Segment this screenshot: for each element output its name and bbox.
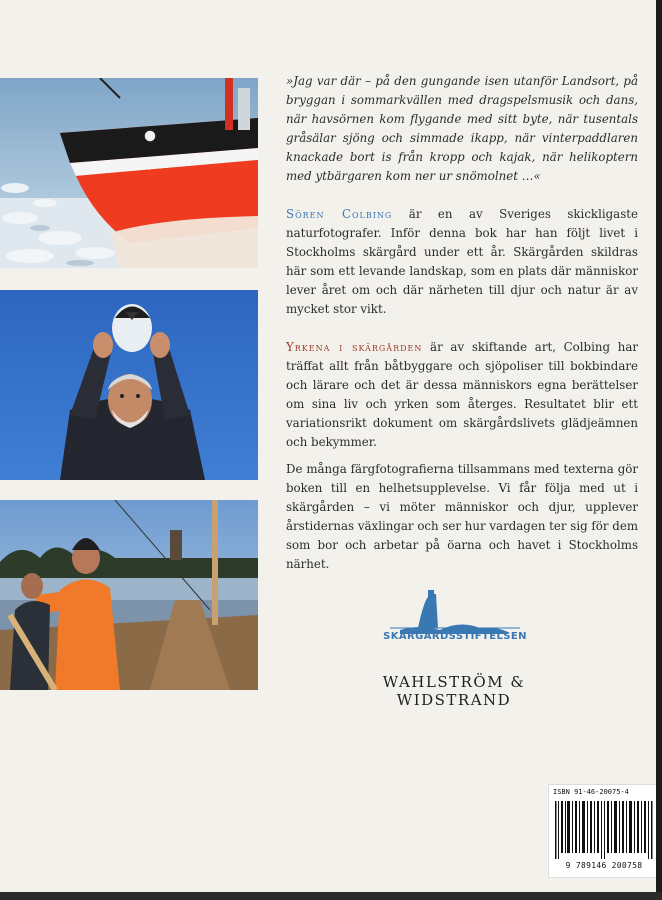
barcode-label	[548, 784, 660, 878]
lead-photographer-name: Sören Colbing	[286, 207, 393, 221]
paragraph-text: är av skiftande art, Colbing har träffat allt från båtbyggare och sjöpoliser till bokbindare och lärare och det är dessa människors egna berättelser om sina liv och yrken som återges. Resultatet blir ett variationsrikt dokument om skärgårdslivets glädjeämnen och bekymmer.	[286, 340, 638, 449]
photo-boat-people	[0, 500, 258, 690]
paragraph-professions	[286, 338, 638, 452]
ean-number: 9 789146 200758	[565, 861, 643, 870]
lead-professions: Yrkena i skärgården	[286, 340, 423, 354]
cover-edge-bottom	[0, 892, 662, 900]
publisher-name: WAHLSTRÖM & WIDSTRAND	[382, 673, 526, 709]
paragraph-text: De många färgfotografierna tillsammans med texterna gör boken till en helhetsupplevelse. Vi får följa med ut i skärgården – vi möter människor och djur, upplever årstidernas växlingar och ser hur vardagen ter sig för dem som bor och arbetar på öarna och havet i Stockholms närhet.	[286, 462, 638, 571]
cover-edge-right	[656, 0, 662, 900]
photo-icebreaker	[0, 78, 258, 268]
photo-man-with-bird	[0, 290, 258, 480]
paragraph-colbing	[286, 205, 638, 319]
barcode-icon	[555, 801, 653, 859]
foundation-logo-text: SKÄRGÅRDSSTIFTELSEN	[383, 631, 527, 642]
isbn-number: ISBN 91-46-20075-4	[553, 788, 629, 796]
paragraph-photos	[286, 460, 638, 574]
intro-quote: »Jag var där – på den gungande isen utanför Landsort, på bryggan i sommarkvällen med dragspelsmusik och dans, när havsörnen kom flygande med sitt byte, när tusentals gråsälar sjöng och simmade ikapp, när vinterpaddlaren knackade bort is från kropp och kajak, när helikoptern med ytbärgaren kom ner ur snömolnet …«	[286, 74, 638, 183]
paragraph-text: är en av Sveriges skickligaste naturfotografer. Inför denna bok har han följt livet i Stockholms skärgård under ett år. Skärgården skildras här som ett levande landskap, som en plats där människor lever året om och där närheten till djur och natur är av mycket stor vikt.	[286, 207, 638, 316]
text-column	[286, 72, 638, 574]
